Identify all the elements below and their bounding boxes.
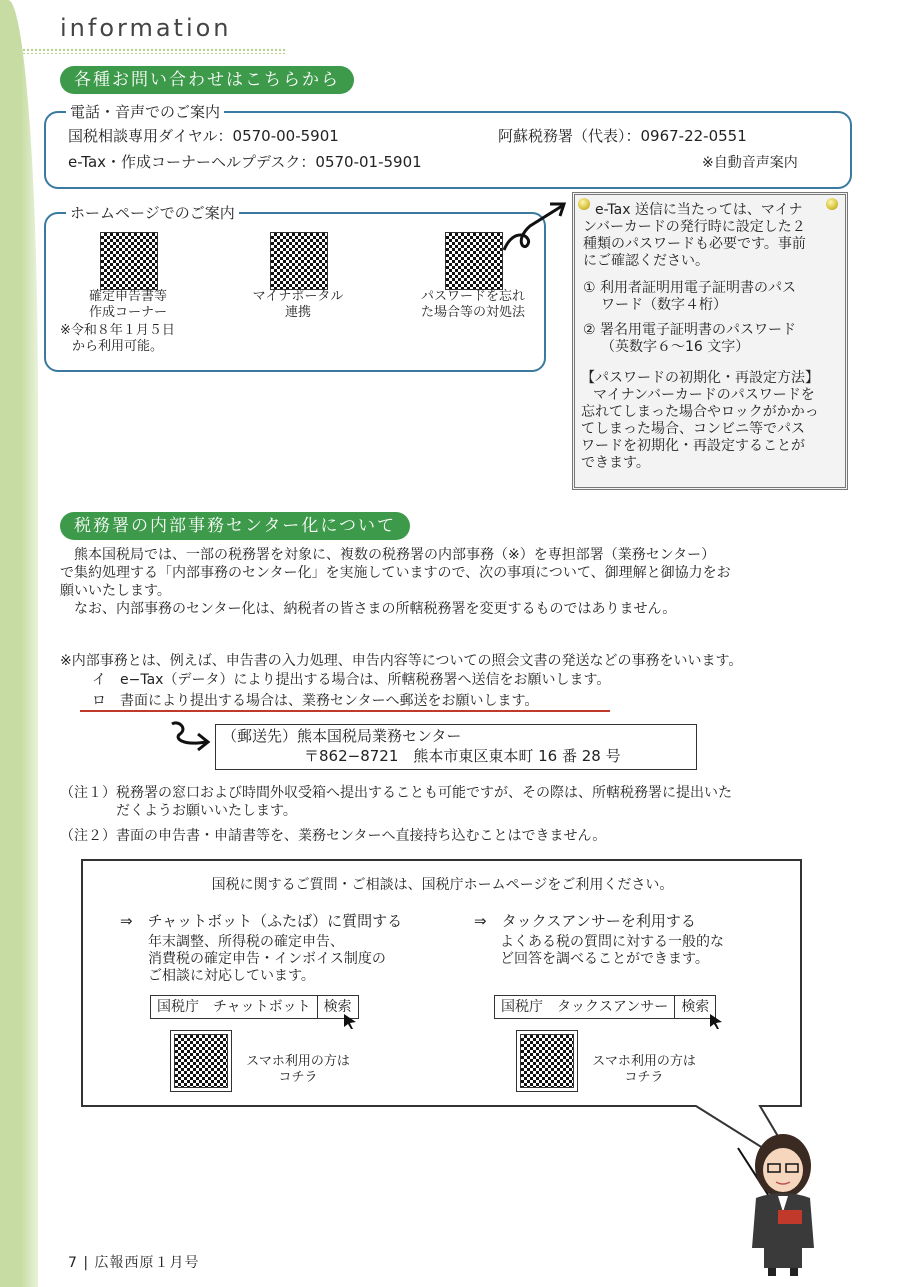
taxanswer-search-term: 国税庁 タックスアンサー xyxy=(501,999,669,1015)
qr-caption-line2: コチラ xyxy=(278,1070,318,1085)
note-item1 xyxy=(583,280,839,314)
qr2-caption xyxy=(230,289,366,321)
taxanswer-title: ⇒ タックスアンサーを利用する xyxy=(474,912,696,930)
taxanswer-search-button[interactable]: 検索 xyxy=(674,996,715,1018)
para1-line: 熊本国税局では、一部の税務署を対象に、複数の税務署の内部事務（※）を専担部署（業務センター） xyxy=(74,547,716,563)
note-reset-line: ワードを初期化・再設定することが xyxy=(581,438,805,454)
header-dotted-line xyxy=(22,48,287,54)
phone-box-label: 電話・音声でのご案内 xyxy=(66,101,224,122)
section2-paragraph1 xyxy=(60,546,860,618)
qr2-caption-line1: マイナポータル xyxy=(252,289,344,304)
note-intro-line: ンバーカードの発行時に設定した２ xyxy=(583,219,806,235)
note-reset-line: できます。 xyxy=(581,455,650,471)
address-line2: 〒862−8721 熊本市東区東本町 16 番 28 号 xyxy=(304,747,621,765)
notes-block xyxy=(60,784,860,845)
chatbot-desc-line: ご相談に対応しています。 xyxy=(148,968,315,984)
note1-line2: だくようお願いいたします。 xyxy=(116,803,297,819)
qr-caption-line1: スマホ利用の方は xyxy=(246,1054,350,1069)
qr3-caption-line2: た場合等の対処法 xyxy=(420,305,525,320)
hook-arrow-icon xyxy=(168,718,212,754)
chatbot-description xyxy=(148,934,386,985)
note-reset-title: 【パスワードの初期化・再設定方法】 xyxy=(581,370,819,386)
auto-voice-note: ※自動音声案内 xyxy=(702,155,798,171)
note1-line1: （注１）税務署の窓口および時間外収受箱へ提出することも可能ですが、その際は、所轄税務署に提出いた xyxy=(60,785,732,801)
phone-info-box xyxy=(44,111,852,189)
mailing-address xyxy=(222,726,621,766)
etax-helpdesk-number: e-Tax・作成コーナーヘルプデスク：0570-01-5901 xyxy=(68,153,422,171)
definition-line: ※内部事務とは、例えば、申告書の入力処理、申告内容等についての照会文書の発送などの事務をいいます。 xyxy=(60,653,743,669)
availability-note-line1: ※令和８年１月５日 xyxy=(60,323,175,338)
web-box-label: ホームページでのご案内 xyxy=(66,202,239,223)
item-i-line: イ e−Tax（データ）により提出する場合は、所轄税務署へ送信をお願いします。 xyxy=(92,672,611,688)
chatbot-search-bar[interactable] xyxy=(150,995,359,1019)
tax-dial-number: 国税相談専用ダイヤル：0570-00-5901 xyxy=(68,127,339,145)
chatbot-desc-line: 年末調整、所得税の確定申告、 xyxy=(148,934,344,950)
qr3-caption xyxy=(405,289,541,321)
para1-line: で集約処理する「内部事務のセンター化」を実施していますので、次の事項について、御理解と御協力をお xyxy=(60,565,731,581)
qr-caption-line2: コチラ xyxy=(624,1070,664,1085)
qr1-caption-line2: 作成コーナー xyxy=(88,305,167,320)
note-intro-line: 種類のパスワードも必要です。事前 xyxy=(583,236,806,252)
footer-page-info: 7 | 広報西原１月号 xyxy=(68,1255,200,1271)
taxanswer-desc-line: よくある税の質問に対する一般的な xyxy=(500,934,724,950)
qr2-caption-line2: 連携 xyxy=(284,305,311,320)
note-intro-line: にご確認ください。 xyxy=(583,253,709,269)
curly-arrow-icon xyxy=(500,196,572,254)
qr-caption-line1: スマホ利用の方は xyxy=(592,1054,696,1069)
address-line1: （郵送先）熊本国税局業務センター xyxy=(222,727,462,745)
taxanswer-description xyxy=(500,934,724,968)
page-header-title: information xyxy=(60,14,232,42)
note-item2-line: （英数字６～16 文字） xyxy=(601,339,750,355)
note-intro xyxy=(583,202,839,270)
qr1-caption-line1: 確定申告書等 xyxy=(88,289,167,304)
chatbot-title: ⇒ チャットボット（ふたば）に質問する xyxy=(120,912,403,930)
note-item1-line: ワード（数字４桁） xyxy=(601,297,727,313)
internal-affairs-definition xyxy=(60,652,860,690)
qr3-caption-line1: パスワードを忘れ xyxy=(420,289,525,304)
availability-note-line2: から利用可能。 xyxy=(72,339,164,354)
qr-code-chatbot[interactable] xyxy=(174,1034,228,1088)
note-item2-line: ② 署名用電子証明書のパスワード xyxy=(583,322,797,338)
qr-code-filing-corner[interactable] xyxy=(100,232,158,290)
note-reset-line: てしまった場合、コンビニ等でパス xyxy=(581,421,805,437)
help-intro: 国税に関するご質問・ご相談は、国税庁ホームページをご利用ください。 xyxy=(211,877,674,893)
section-heading-center: 税務署の内部事務センター化について xyxy=(60,512,410,540)
qr-code-taxanswer[interactable] xyxy=(520,1034,574,1088)
taxanswer-desc-line: ど回答を調べることができます。 xyxy=(500,951,709,967)
note2-line: （注２）書面の申告書・申請書等を、業務センターへ直接持ち込むことはできません。 xyxy=(60,828,607,844)
note-reset xyxy=(581,370,839,472)
note-item1-line: ① 利用者証明用電子証明書のパス xyxy=(583,280,797,296)
availability-note xyxy=(60,323,175,355)
chatbot-qr-caption xyxy=(238,1054,358,1086)
note-reset-line: マイナンバーカードのパスワードを xyxy=(593,387,815,403)
note-reset-line: 忘れてしまった場合やロックがかかっ xyxy=(581,404,819,420)
qr-code-mynaportal[interactable] xyxy=(270,232,328,290)
para2-line: なお、内部事務のセンター化は、納税者の皆さまの所轄税務署を変更するものではありません。 xyxy=(74,601,677,617)
cursor-pointer-icon xyxy=(708,1012,724,1030)
chatbot-search-button[interactable]: 検索 xyxy=(317,996,358,1018)
chatbot-desc-line: 消費税の確定申告・インボイス制度の xyxy=(148,951,386,967)
presenter-woman-illustration xyxy=(728,1118,838,1278)
qr1-caption xyxy=(60,289,196,321)
chatbot-search-term: 国税庁 チャットボット xyxy=(157,999,311,1015)
taxanswer-search-bar[interactable] xyxy=(494,995,716,1019)
item-ro-line: ロ 書面により提出する場合は、業務センターへ郵送をお願いします。 xyxy=(80,690,610,712)
taxanswer-qr-caption xyxy=(584,1054,704,1086)
section-heading-contacts: 各種お問い合わせはこちらから xyxy=(60,66,354,94)
aso-office-number: 阿蘇税務署（代表）：0967-22-0551 xyxy=(498,127,747,145)
qr-code-password-help[interactable] xyxy=(445,232,503,290)
note-item2 xyxy=(583,322,839,356)
para1-line: 願いいたします。 xyxy=(60,583,171,599)
left-decor-bar xyxy=(0,0,38,1287)
cursor-pointer-icon xyxy=(342,1012,358,1030)
note-intro-line: e-Tax 送信に当たっては、マイナ xyxy=(595,202,803,218)
